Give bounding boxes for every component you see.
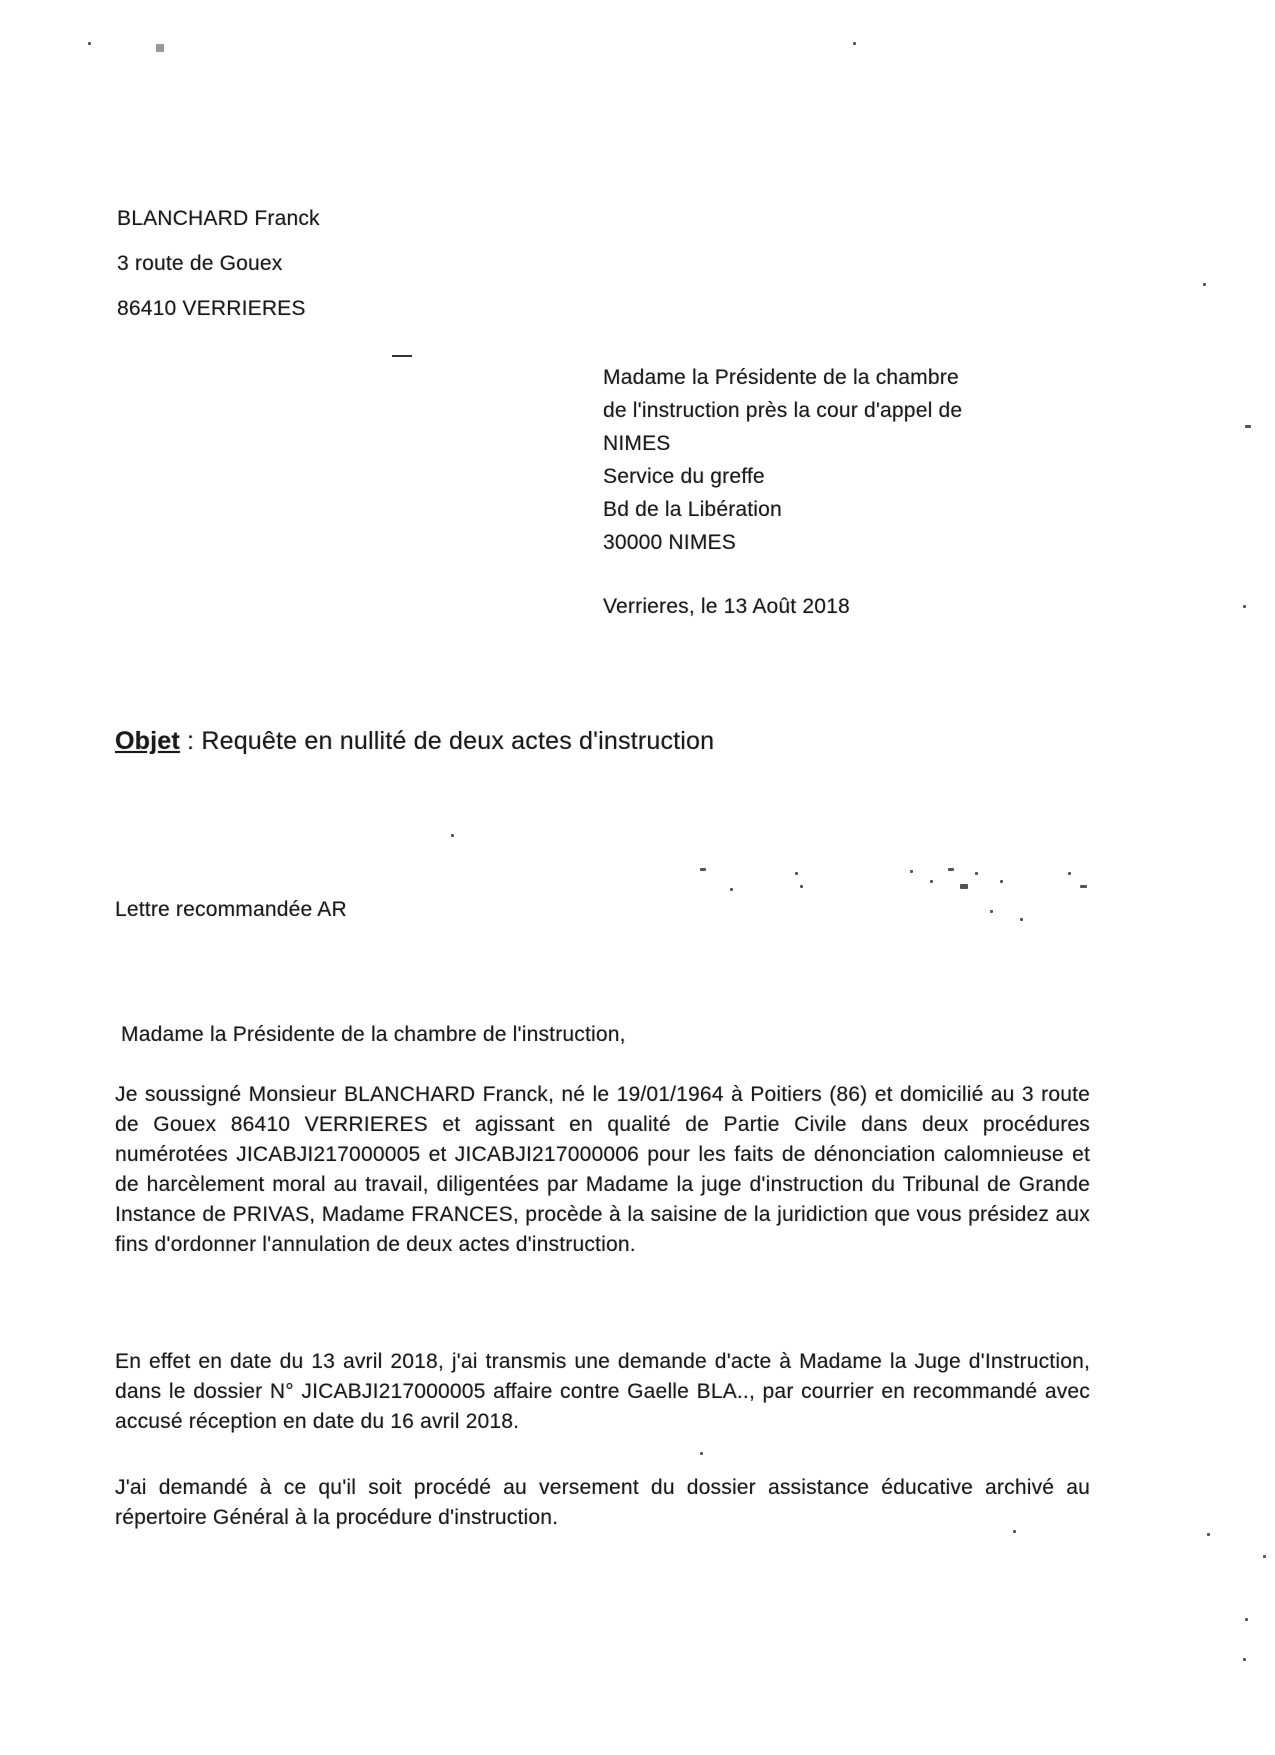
scan-speck: [1245, 425, 1251, 428]
scan-speck: [88, 42, 91, 45]
scan-speck: [156, 44, 164, 52]
scan-speck: [730, 888, 733, 891]
scan-speck: [700, 1452, 703, 1455]
recipient-address: [603, 361, 962, 559]
delivery-mode: Lettre recommandée AR: [115, 898, 347, 921]
scan-speck: [1263, 1555, 1266, 1558]
letter-date: Verrieres, le 13 Août 2018: [603, 595, 850, 618]
scan-speck: [1243, 605, 1246, 608]
scan-speck: [975, 872, 978, 875]
recipient-line: Service du greffe: [603, 465, 765, 488]
subject-text: Requête en nullité de deux actes d'instruction: [201, 727, 715, 755]
recipient-line: 30000 NIMES: [603, 531, 736, 554]
salutation: Madame la Présidente de la chambre de l'instruction,: [121, 1023, 626, 1046]
scan-speck: [700, 868, 706, 871]
scan-speck: [1080, 885, 1087, 888]
sender-name: BLANCHARD Franck: [117, 207, 320, 230]
body-paragraph: Je soussigné Monsieur BLANCHARD Franck, né le 19/01/1964 à Poitiers (86) et domicilié au 3 route de Gouex 86410 VERRIERES et agissant en qualité de Partie Civile dans deux procédures numérotées JICABJI217000005 et JICABJI217000006 pour les faits de dénonciation calomnieuse et de harcèlement moral au travail, diligentées par Madame la juge d'instruction du Tribunal de Grande Instance de PRIVAS, Madame FRANCES, procède à la saisine de la juridiction que vous présidez aux fins d'ordonner l'annulation de deux actes d'instruction.: [115, 1083, 1090, 1256]
scan-speck: [795, 872, 798, 875]
scan-dash-mark: [392, 355, 412, 357]
scan-speck: [451, 834, 454, 837]
scan-speck: [1000, 880, 1003, 883]
body-paragraph: En effet en date du 13 avril 2018, j'ai transmis une demande d'acte à Madame la Juge d'Instruction, dans le dossier N° JICABJI217000005 affaire contre Gaelle BLA.., par courrier en recommandé avec accusé réception en date du 16 avril 2018.: [115, 1350, 1090, 1433]
subject-separator: :: [179, 727, 202, 755]
scan-speck: [1207, 1533, 1210, 1536]
scan-speck: [930, 880, 933, 883]
scan-speck: [1243, 1658, 1246, 1661]
scan-speck: [910, 870, 913, 873]
sender-address: [117, 196, 320, 331]
scan-speck: [853, 42, 856, 45]
scan-speck: [1013, 1530, 1016, 1533]
sender-street: 3 route de Gouex: [117, 252, 283, 275]
subject-line: [115, 727, 714, 756]
scan-speck: [948, 868, 954, 871]
scan-speck: [1245, 1618, 1248, 1621]
recipient-line: NIMES: [603, 432, 671, 455]
scan-speck: [800, 885, 803, 888]
scan-speck: [1020, 918, 1023, 921]
recipient-line: Madame la Présidente de la chambre: [603, 366, 959, 389]
sender-city: 86410 VERRIERES: [117, 297, 306, 320]
recipient-line: Bd de la Libération: [603, 498, 782, 521]
recipient-line: de l'instruction près la cour d'appel de: [603, 399, 963, 422]
scan-speck: [960, 884, 968, 889]
body-paragraph: J'ai demandé à ce qu'il soit procédé au versement du dossier assistance éducative archivé au répertoire Général à la procédure d'instruction.: [115, 1476, 1090, 1529]
subject-label: Objet: [115, 727, 180, 755]
scan-speck: [1203, 283, 1206, 286]
scan-speck: [1068, 872, 1071, 875]
scan-speck: [990, 910, 993, 913]
